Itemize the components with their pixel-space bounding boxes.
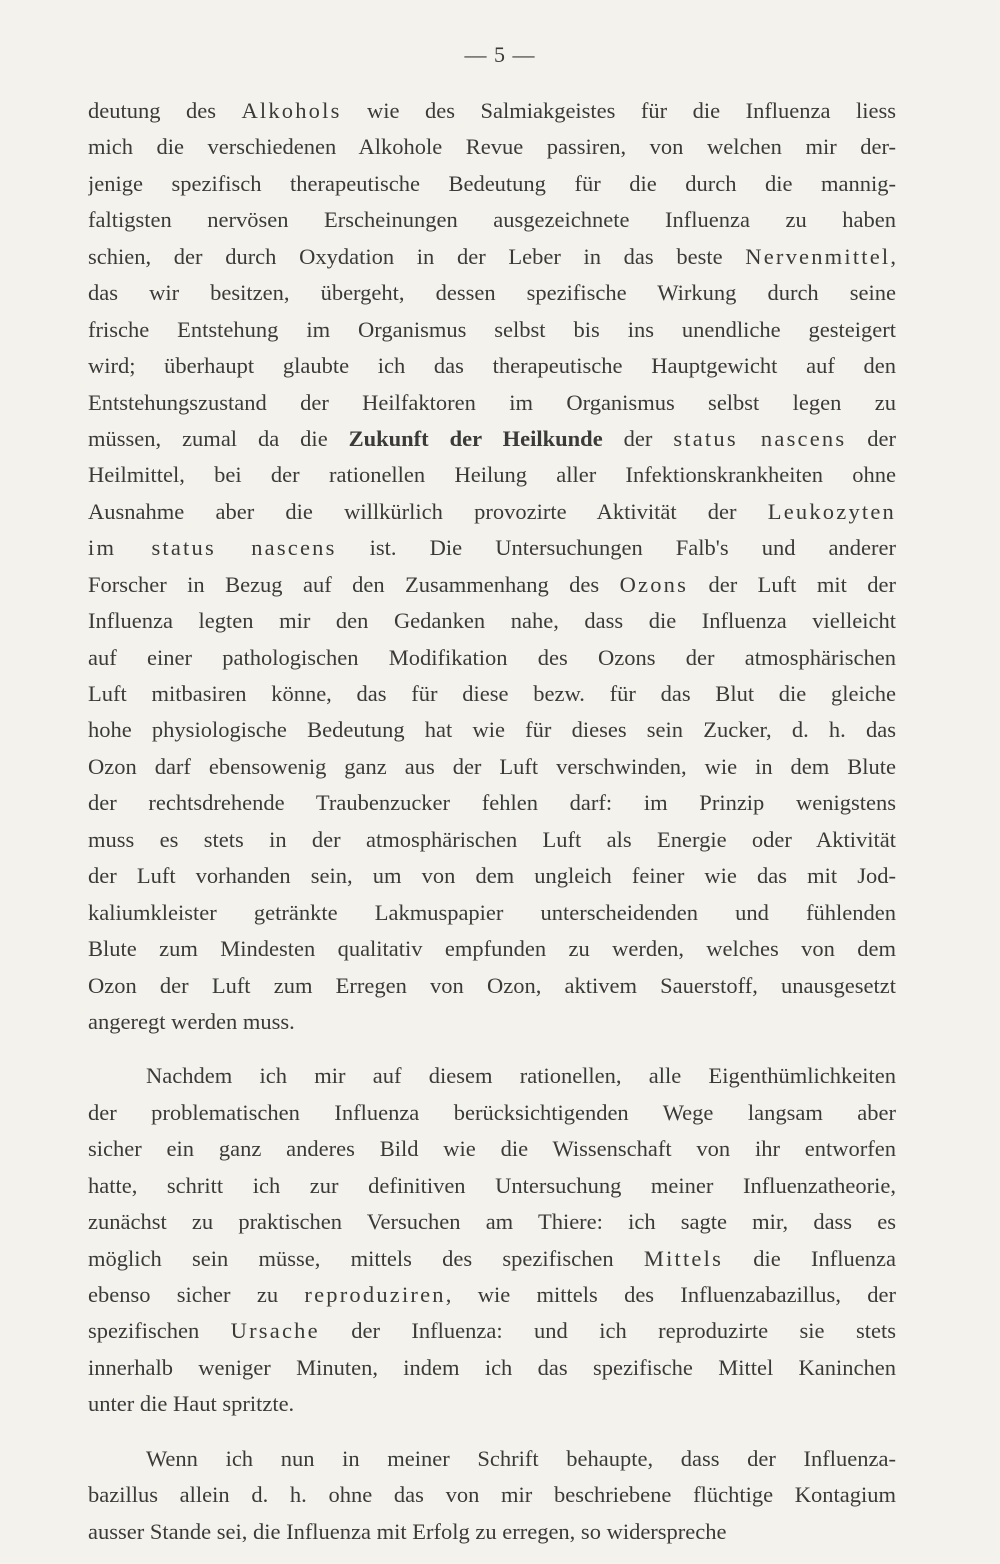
text-segment: faltigsten nervösen Erscheinungen ausgezeichnete Influenza zu haben [88, 207, 896, 233]
text-line [88, 1004, 896, 1040]
text-line [88, 1477, 896, 1513]
text-segment: Nachdem ich mir auf diesem rationellen, alle Eigenthümlichkeiten [146, 1063, 896, 1089]
text-segment: kaliumkleister getränkte Lakmuspapier unterscheidenden und fühlenden [88, 899, 896, 925]
spaced-text: Nervenmittel [745, 243, 891, 269]
text-line [88, 348, 896, 384]
text-segment: auf einer pathologischen Modifikation des Ozons der atmosphärischen [88, 644, 896, 670]
text-line [88, 1313, 896, 1349]
text-segment: Luft mitbasiren könne, das für diese bezw. für das Blut die gleiche [88, 681, 896, 706]
text-line [88, 895, 896, 931]
spaced-text: Alkohols [241, 98, 342, 123]
text-segment: der Influenza: und ich reproduzirte sie stets [319, 1318, 896, 1344]
text-segment: Blute zum Mindesten qualitativ empfunden zu werden, welches von dem [88, 936, 896, 962]
text-segment: ist. Die Untersuchungen Falb's und anderer [336, 535, 896, 561]
text-segment: hatte, schritt ich zur definitiven Untersuchung meiner Influenzatheorie, [88, 1172, 896, 1198]
text-line [88, 968, 896, 1004]
spaced-text: im status nascens [88, 535, 337, 561]
paragraph-gap [88, 1040, 896, 1058]
spaced-text: Leukozyten [767, 498, 896, 524]
text-segment: spezifischen [88, 1318, 231, 1344]
text-segment: sicher ein ganz anderes Bild wie die Wissenschaft von ihr entworfen [88, 1136, 896, 1162]
text-segment: frische Entstehung im Organismus selbst bis ins unendliche gesteigert [88, 316, 896, 342]
text-line [88, 822, 896, 858]
text-segment: jenige spezifisch therapeutische Bedeutung für die durch die mannig- [88, 170, 896, 196]
text-line [88, 530, 896, 566]
text-segment: der Luft vorhanden sein, um von dem ungleich feiner wie das mit Jod- [88, 863, 896, 889]
text-line [88, 1277, 896, 1313]
text-segment: unter die Haut spritzte. [88, 1391, 295, 1417]
text-segment: Entstehungszustand der Heilfaktoren im Organismus selbst legen zu [88, 389, 896, 415]
text-line [88, 166, 896, 202]
text-segment: zunächst zu praktischen Versuchen am Thiere: ich sagte mir, dass es [88, 1209, 896, 1235]
text-segment: Heilmittel, bei der rationellen Heilung aller Infektionskrankheiten ohne [88, 462, 896, 488]
text-segment: der [602, 425, 674, 451]
text-segment: ebenso sicher zu [88, 1282, 305, 1307]
paragraph [88, 1441, 896, 1550]
text-line [88, 640, 896, 676]
text-line [88, 749, 896, 785]
text-segment: , [890, 243, 896, 269]
paragraph [88, 1058, 896, 1422]
text-segment: das wir besitzen, übergeht, dessen spezifische Wirkung durch seine [88, 280, 896, 306]
spaced-text: reproduziren [304, 1282, 446, 1307]
text-segment: bazillus allein d. h. ohne das von mir beschriebene flüchtige Kontagium [88, 1482, 896, 1508]
spaced-text: Ursache [230, 1318, 320, 1344]
text-segment: wie des Salmiakgeistes für die Influenza liess [341, 98, 896, 123]
text-line [88, 1386, 896, 1422]
spaced-text: status nascens [673, 425, 847, 451]
text-line [88, 421, 896, 457]
paragraph-gap [88, 1423, 896, 1441]
text-line [88, 1131, 896, 1167]
spaced-text: Ozons [619, 571, 689, 597]
text-segment: möglich sein müsse, mittels des spezifischen [88, 1245, 644, 1271]
text-segment: mich die verschiedenen Alkohole Revue passiren, von welchen mir der- [88, 134, 896, 160]
text-line [88, 567, 896, 603]
paragraph [88, 93, 896, 1040]
text-line [88, 93, 896, 129]
bold-text: Zukunft der Heilkunde [348, 425, 603, 451]
text-line [88, 457, 896, 493]
text-segment: schien, der durch Oxydation in der Leber in das beste [88, 243, 746, 269]
text-line [88, 129, 896, 165]
text-line [88, 1441, 896, 1477]
text-segment: Ozon darf ebensowenig ganz aus der Luft verschwinden, wie in dem Blute [88, 753, 896, 779]
text-line [88, 312, 896, 348]
text-segment: innerhalb weniger Minuten, indem ich das spezifische Mittel Kaninchen [88, 1354, 896, 1380]
text-line [88, 785, 896, 821]
text-segment: der Luft mit der [688, 571, 896, 597]
text-line [88, 676, 896, 712]
text-segment: der problematischen Influenza berücksichtigenden Wege langsam aber [88, 1099, 896, 1125]
text-line [88, 1514, 896, 1550]
text-line [88, 858, 896, 894]
text-segment: der rechtsdrehende Traubenzucker fehlen darf: im Prinzip wenigstens [88, 790, 896, 816]
text-line [88, 603, 896, 639]
text-line [88, 275, 896, 311]
text-line [88, 1204, 896, 1240]
text-line [88, 931, 896, 967]
text-segment: Forscher in Bezug auf den Zusammenhang des [88, 571, 620, 597]
text-segment: der [846, 425, 896, 451]
text-line [88, 385, 896, 421]
text-segment: deutung des [88, 98, 242, 123]
text-segment: ausser Stande sei, die Influenza mit Erfolg zu erregen, so widerspreche [88, 1518, 727, 1544]
text-line [88, 1095, 896, 1131]
text-line [88, 1241, 896, 1277]
text-segment: hohe physiologische Bedeutung hat wie für dieses sein Zucker, d. h. das [88, 717, 896, 743]
text-segment: angeregt werden muss. [88, 1008, 295, 1034]
text-segment: wird; überhaupt glaubte ich das therapeutische Hauptgewicht auf den [88, 353, 896, 379]
text-line [88, 1350, 896, 1386]
text-segment: die Influenza [723, 1245, 896, 1271]
text-line [88, 1168, 896, 1204]
text-segment: müssen, zumal da die [88, 425, 349, 451]
body-text [88, 93, 896, 1550]
text-segment: Ozon der Luft zum Erregen von Ozon, aktivem Sauerstoff, unausgesetzt [88, 972, 896, 998]
text-line [88, 239, 896, 275]
page-number: — 5 — [464, 42, 536, 67]
text-segment: muss es stets in der atmosphärischen Luft als Energie oder Aktivität [88, 826, 896, 852]
text-segment: , wie mittels des Influenzabazillus, der [445, 1282, 896, 1307]
text-line [88, 712, 896, 748]
text-line [88, 494, 896, 530]
text-line [88, 202, 896, 238]
text-segment: Influenza legten mir den Gedanken nahe, dass die Influenza vielleicht [88, 608, 896, 634]
text-line [88, 1058, 896, 1094]
text-segment: Wenn ich nun in meiner Schrift behaupte, dass der Influenza- [146, 1445, 896, 1471]
text-segment: Ausnahme aber die willkürlich provozirte Aktivität der [88, 498, 768, 524]
spaced-text: Mittels [643, 1245, 724, 1271]
